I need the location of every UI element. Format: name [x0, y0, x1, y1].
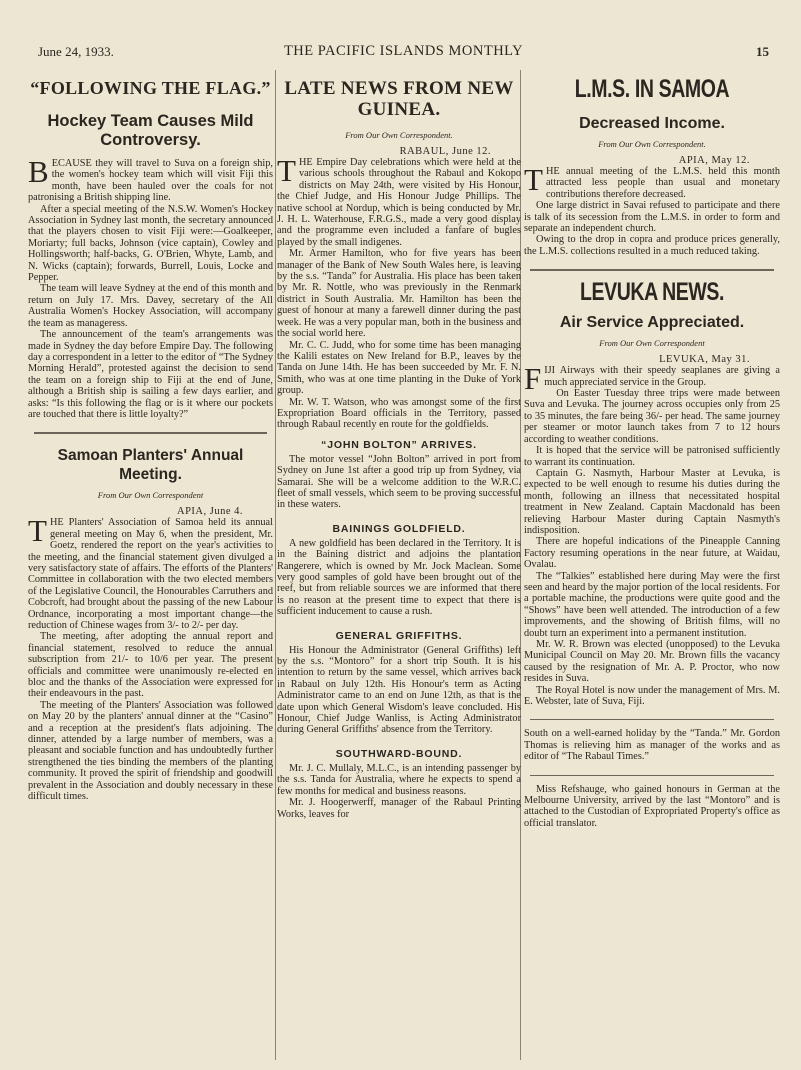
section-rule	[34, 432, 267, 434]
article-paragraph: The meeting, after adopting the annual report and financial statement, resolved to reduce the annual subscription from 21/- to 10/6 per year. The present officials and committee were unanimously re-elected en bloc and the thanks of the Association were expressed for their endeavours in the past.	[28, 631, 273, 700]
section-rule	[530, 775, 774, 776]
article-paragraph: The Royal Hotel is now under the management of Mrs. M. E. Webster, late of Suva, Fiji.	[524, 684, 780, 708]
article-subheadline: Decreased Income.	[579, 115, 725, 132]
correspondent-credit: From Our Own Correspondent.	[345, 130, 453, 140]
article-lms-in-samoa	[524, 76, 780, 257]
article-paragraph: Mr. W. T. Watson, who was amongst some of the first Expropriation Board officials in the Territory, passed through Rabaul recently en route for the goldfields.	[277, 396, 521, 431]
article-paragraph: Mr. C. C. Judd, who for some time has been managing the Kalili estates on New Ireland for B.P., leaves by the Tanda on June 14th. He has been succeeded by Mr. F. N. Smith, who was at one time planting in the Duke of York group.	[277, 339, 521, 397]
section-bainings-goldfield	[277, 523, 521, 618]
article-paragraph: The announcement of the team's arrangements was made in Sydney the day before Empire Day. The following day a correspondent in a letter to the editor of “The Sydney Morning Herald”, protested against the decision to send the team on a foreign ship to Fiji at the end of June, although a British ship is sailing a few days earlier, and asks: “Is this following the flag or is it where our pockets are touched that there is little loyalty?”	[28, 329, 273, 420]
section-southward-bound	[277, 748, 521, 820]
article-paragraph: THE annual meeting of the L.M.S. held this month attracted less people than usual and monetary contributions therefore decreased.	[524, 162, 780, 200]
section-heading: “JOHN BOLTON” ARRIVES.	[321, 438, 477, 451]
article-paragraph: Mr. J. C. Mullaly, M.L.C., is an intending passenger by the s.s. Tanda for Australia, where he expects to spend a few months for medical and business reasons.	[277, 762, 521, 797]
article-headline: LEVUKA NEWS.	[579, 278, 725, 307]
masthead	[28, 44, 779, 62]
issue-date: June 24, 1933.	[38, 44, 114, 59]
article-headline: LATE NEWS FROM NEW GUINEA.	[284, 78, 514, 120]
article-paragraph: Miss Refshauge, who gained honours in German at the Melbourne University, arrived by the last “Montoro” and is attached to the Custodian of Expropriated Property's office as official translator.	[524, 783, 780, 829]
publication-title: THE PACIFIC ISLANDS MONTHLY	[283, 43, 524, 59]
article-headline: L.M.S. IN SAMOA	[574, 75, 730, 103]
article-levuka-news	[524, 279, 780, 707]
article-paragraph: There are hopeful indications of the Pineapple Canning Factory resuming operations in the near future, at Waidau, Ovalau.	[524, 536, 780, 571]
page-number: 15	[756, 44, 769, 59]
column-divider	[275, 70, 276, 1060]
article-paragraph: On Easter Tuesday three trips were made between Suva and Levuka. The journey across occupies only from 25 to 35 minutes, the fare being 36/- per head. The same journey per steamer or motor launch takes from 7 to 12 hours according to weather conditions.	[524, 388, 780, 445]
article-dateline: LEVUKA, May 31.	[659, 354, 750, 366]
article-samoan-planters	[28, 446, 273, 802]
section-heading: GENERAL GRIFFITHS.	[335, 629, 463, 642]
article-paragraph: FIJI Airways with their speedy seaplanes are giving a much appreciated service in the Group.	[524, 361, 780, 397]
article-paragraph: The team will leave Sydney at the end of this month and return on July 17. Mrs. Davey, secretary of the All Australia Women's Hockey Association, will accompany the team as manageress.	[28, 283, 273, 329]
article-late-news-new-guinea	[277, 78, 521, 431]
column-2	[277, 68, 521, 1064]
section-rule	[530, 719, 774, 720]
correspondent-credit: From Our Own Correspondent	[97, 490, 204, 501]
article-paragraph: A new goldfield has been declared in the Territory. It is in the Baining district and adjoins the plantation Rangerere, which is owned by Mr. Jock Maclean. Some very good samples of gold have been brought out of the reef, but from reliable sources we are informed that there is no reason at the present time to expect that there is sufficient inducement to cause a rush.	[277, 537, 521, 618]
article-paragraph: His Honour the Administrator (General Griffiths) left by the s.s. “Montoro” for a short trip South. It is his intention to return by the same vessel, which arrives back in Rabaul on July 12th. His Honour's term as Acting Administrator came to an end on June 12th, as that is the date upon which General Wisdom's leave concluded. His Honour, Chief Judge Wanliss, is Acting Administrator during General Griffiths' absence from the Territory.	[277, 644, 521, 736]
article-continuation: South on a well-earned holiday by the “Tanda.” Mr. Gordon Thomas is relieving him as manager of the works and as editor of “The Rabaul Times.”	[524, 728, 780, 763]
article-paragraph: After a special meeting of the N.S.W. Women's Hockey Association in Sydney last month, the secretary announced that the players chosen to visit Fiji were:—Goalkeeper, Moriarty; full backs, Johnson (vice captain), Cowley and Hollingsworth; half-backs, G. O'Brien, Whyte, Lamb, and N. Wicks (captain); forwards, Burrell, Louis, Locke and Pepper.	[28, 203, 273, 284]
article-paragraph: Owing to the drop in copra and produce prices generally, the L.M.S. collections resulted in a much reduced taking.	[524, 234, 780, 257]
article-paragraph: It is hoped that the service will be patronised sufficiently to warrant its continuation.	[524, 445, 780, 468]
drop-cap: B	[28, 154, 49, 189]
article-paragraph: The “Talkies” established here during May were the first seen and heard by the major portion of the local residents. For a portable machine, the productions were quite good and the “Shows” have been well attended. The introduction of a few improvements, and the showing of British films, will no doubt turn an experiment into a permanent institution.	[524, 570, 780, 639]
article-paragraph: Mr. W. R. Brown was elected (unopposed) to the Levuka Municipal Council on May 20. Mr. Brown fills the vacancy caused by the resignation of Mr. A. P. Proctor, who now resides in Suva.	[524, 639, 780, 685]
article-paragraph: BECAUSE they will travel to Suva on a foreign ship, the women's hockey team which will visit Fiji this month, have been hauled over the coals for not patronising a British shipping line.	[28, 154, 273, 204]
article-paragraph: The meeting of the Planters' Association was followed on May 20 by the planters' annual dinner at the “Casino” and a reception at the president's flats adjoining. The dinner, attended by a large number of members, was a pleasant and sociable function and has undoubtedly further strengthened the ties binding the members of the planting community. It proved the spirit of friendship and goodwill prevalent in the Association and doubly necessary in these difficult times.	[28, 699, 273, 803]
article-headline: “FOLLOWING THE FLAG.”	[30, 78, 271, 98]
drop-cap: T	[28, 513, 47, 549]
section-general-griffiths	[277, 630, 521, 736]
section-heading: SOUTHWARD-BOUND.	[335, 747, 463, 760]
article-paragraph: Mr. Armer Hamilton, who for five years has been manager of the Bank of New South Wales here, is leaving by the s.s. “Tanda” for Australia. His place has been taken by Mr. R. Nottle, who was previously in the Renmark district in South Australia. Mr. Hamilton has been the guest of honour at many a farewell dinner during the past week. He was a very popular man, both in the business and the social world here.	[277, 248, 521, 340]
drop-cap: F	[524, 361, 542, 397]
article-following-the-flag	[28, 78, 273, 420]
article-dateline: APIA, June 4.	[177, 506, 243, 518]
article-dateline: APIA, May 12.	[678, 155, 750, 166]
correspondent-credit: From Our Own Correspondent.	[598, 139, 706, 149]
section-heading: BAININGS GOLDFIELD.	[332, 522, 466, 535]
section-rule	[530, 269, 774, 271]
article-paragraph: The motor vessel “John Bolton” arrived in port from Sydney on June 1st after a good trip up from Sydney, via Samarai. She will be a welcome addition to the W.R.C. fleet of small vessels, which seem to be proving successful in these waters.	[277, 453, 521, 511]
section-john-bolton	[277, 439, 521, 511]
drop-cap: T	[277, 153, 296, 188]
article-paragraph: Captain G. Nasmyth, Harbour Master at Levuka, is expected to be well enough to resume his duties during the month, following an illness that necessitated hospital treatment in New Zealand. Captain Macdonald has been relieving Harbour Master during Captain Nasmyth's indisposition.	[524, 467, 780, 536]
article-paragraph: THE Planters' Association of Samoa held its annual general meeting on May 6, when the president, Mr. Goetz, rendered the report on the year's activities to the meeting, and the financial statement given divulged a very satisfactory state of affairs. The efforts of the Planters' Committee in collaboration with the two elected members of the Legislative Council, the Honourables Carruthers and Cobcroft, had brought about the passing of the new Labour Ordnance, incorporating a most important change—the reduction of Chinese wages from 3/- to 2/- per day.	[28, 513, 273, 631]
article-paragraph: One large district in Savai refused to participate and there is talk of its secession from the L.M.S. in order to form and separate an independent church.	[524, 200, 780, 235]
article-subheadline: Hockey Team Causes Mild Controversy.	[47, 112, 254, 149]
article-dateline: RABAUL, June 12.	[399, 146, 491, 157]
article-paragraph: Mr. J. Hoogerwerff, manager of the Rabaul Printing Works, leaves for	[277, 797, 521, 820]
article-subheadline: Air Service Appreciated.	[559, 314, 745, 332]
column-3	[524, 68, 780, 1064]
article-paragraph: THE Empire Day celebrations which were held at the various schools throughout the Rabaul and Kokopo districts on May 24th, were visited by His Honour, the Chief Judge, and His Honour Judge Phillips. The native school at Nordup, which is being conducted by Mr. J. H. L. Waterhouse, F.R.G.S., made a very good display and the programme even included a fanfare of bugles played by the small indigenes.	[277, 153, 521, 248]
drop-cap: T	[524, 162, 543, 197]
column-1	[28, 68, 273, 1064]
correspondent-credit: From Our Own Correspondent	[599, 338, 705, 349]
article-headline: Samoan Planters' Annual Meeting.	[57, 447, 244, 484]
